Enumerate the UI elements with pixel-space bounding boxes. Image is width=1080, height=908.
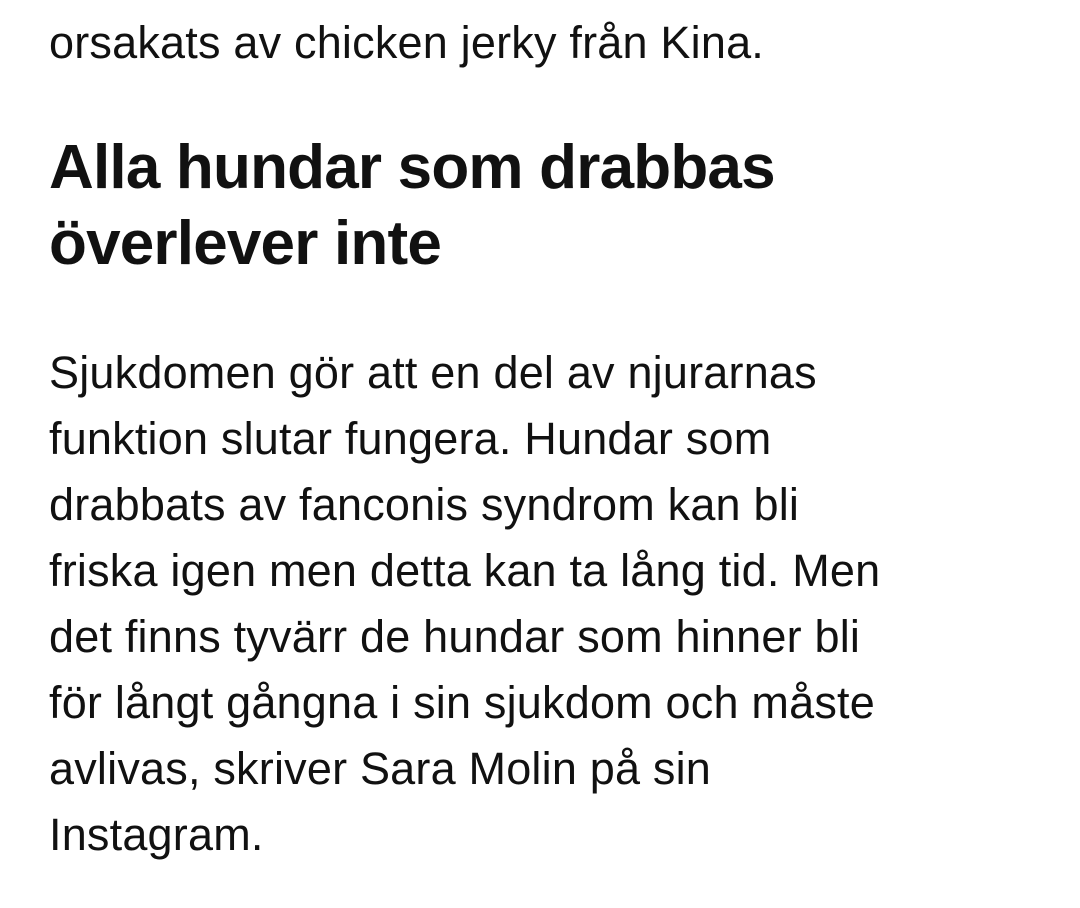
paragraph-line: Instagram. (49, 809, 264, 860)
intro-paragraph-fragment: orsakats av chicken jerky från Kina. (49, 17, 765, 68)
paragraph-line: avlivas, skriver Sara Molin på sin (49, 743, 712, 794)
paragraph-line: friska igen men detta kan ta lång tid. Men (49, 545, 881, 596)
paragraph-line: drabbats av fanconis syndrom kan bli (49, 479, 800, 530)
paragraph-line: funktion slutar fungera. Hundar som (49, 413, 772, 464)
paragraph-line: för långt gångna i sin sjukdom och måste (49, 677, 875, 728)
paragraph-line: Sjukdomen gör att en del av njurarnas (49, 347, 817, 398)
heading-line: Alla hundar som drabbas (49, 133, 775, 202)
section-heading (49, 130, 775, 282)
heading-line: överlever inte (49, 209, 442, 278)
paragraph-line: det finns tyvärr de hundar som hinner bli (49, 611, 861, 662)
body-paragraph (49, 340, 880, 868)
